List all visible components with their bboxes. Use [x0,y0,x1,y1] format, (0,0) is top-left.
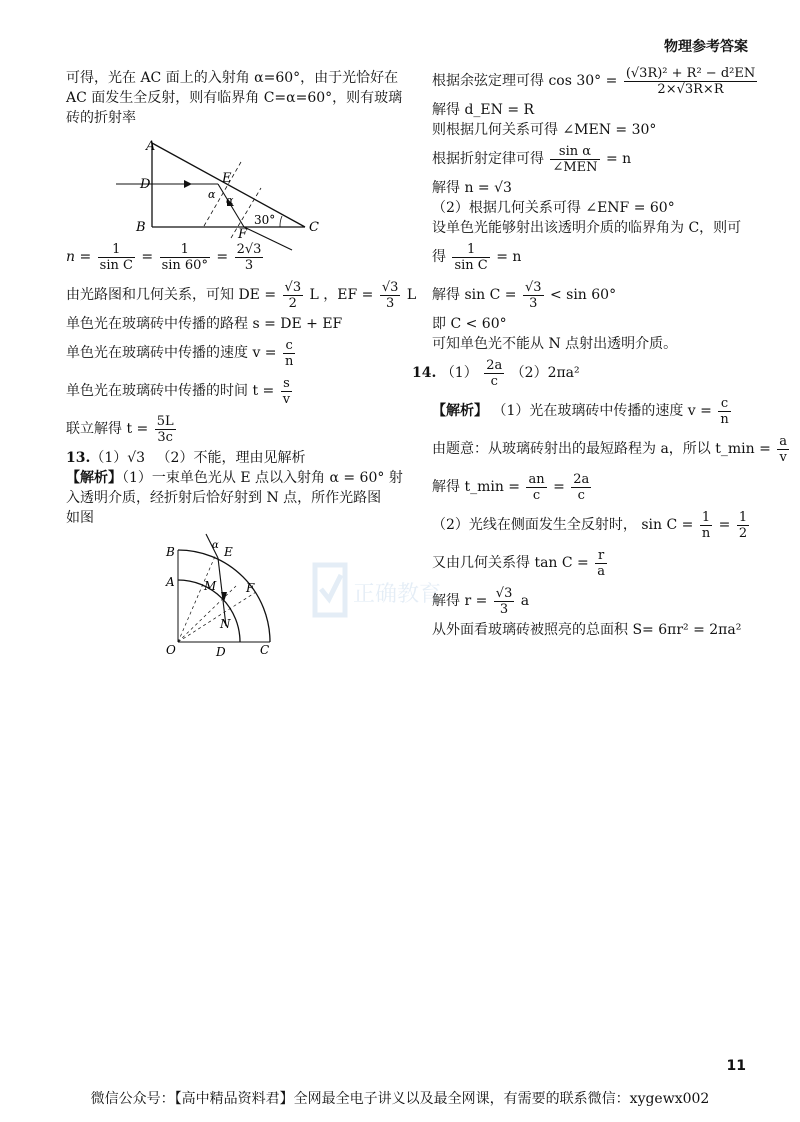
label-alpha: α [212,540,219,551]
formula-time: 单色光在玻璃砖中传播的时间 t = $\frac{s}{v}$ [66,375,291,407]
page-header-title: 物理参考答案 [664,39,748,55]
prism-ray-diagram [66,128,400,242]
text-line: AC 面发生全反射，则有临界角 C=α=60°，则有玻璃 [66,90,403,106]
formula-solve: 联立解得 t = $\frac{5L}{3c}$ [66,413,174,445]
formula-speed: 单色光在玻璃砖中传播的速度 v = $\frac{c}{n}$ [66,337,294,369]
label-E: E [222,171,232,186]
label-D: D [140,177,151,192]
formula-critical: 得 $\frac{1}{\text{sin C}}$ = n [432,241,522,273]
text-line: 砖的折射率 [66,110,136,126]
formula-tmin: 由题意：从玻璃砖射出的最短路程为 a，所以 t_min = $\frac{a}{v}$ [432,433,788,465]
label-A: A [146,139,156,154]
left-column [66,68,417,660]
text-line: 单色光在玻璃砖中传播的路程 s = DE + EF [66,316,343,332]
label-C: C [260,643,270,657]
label-O: O [166,643,176,657]
label-alpha: α [208,188,216,201]
page-number: 11 [726,1058,746,1074]
text-line: 即 C < 60° [432,316,507,332]
question-13-analysis: 【解析】（1）一束单色光从 E 点以入射角 α = 60° 射 [66,470,403,486]
footer-text: 微信公众号：【高中精品资料君】全网最全电子讲义以及最全网课，有需要的联系微信：xygewx002 [90,1091,710,1107]
label-A: A [166,575,175,589]
text-line: 则根据几何关系可得 ∠MEN = 30° [432,122,657,138]
watermark-text: 正确教育 [353,582,442,607]
text-line: 入透明介质，经折射后恰好射到 N 点，所作光路图 [66,490,382,506]
formula-r: 解得 r = $\frac{√3}{3}$ a [432,585,530,617]
text-line: 可知单色光不能从 N 点射出透明介质。 [432,336,678,352]
question-14-analysis: 【解析】 （1）光在玻璃砖中传播的速度 v = $\frac{c}{n}$ [432,395,729,427]
label-M: M [204,579,217,593]
question-14-answer: 14. （1） $\frac{2a}{c}$ （2）2πa² [412,357,580,389]
text-line: 如图 [66,510,94,526]
formula-cos: 根据余弦定理可得 cos 30° = $\frac{\text{(√3R)² + R² − d²EN}}{2\times√3R\times R}$ [432,65,756,97]
formula-tmin-solve: 解得 t_min = $\frac{an}{c}$ = $\frac{2a}{c}$ [432,471,590,503]
label-angle: 30° [254,213,276,227]
text-line: （2）根据几何关系可得 ∠ENF = 60° [432,200,675,216]
formula-sinc-2: （2）光线在侧面发生全反射时， sin C = $\frac{1}{n}$ = $\frac{1}{2}$ [432,509,748,541]
question-13-answer: 13.（1）√3 （2）不能，理由见解析 [66,450,306,466]
formula-geometry: 由光路图和几何关系，可知 DE = $\frac{√3}{2}$ L ，EF = $\frac{√3}{3}$ L [66,279,417,311]
arrow-head [184,180,192,188]
label-E: E [224,545,233,559]
label-F: F [246,581,255,595]
label-N: N [220,617,231,631]
label-C: C [309,220,319,235]
text-line: 解得 n = √3 [432,180,512,196]
right-column [412,62,788,640]
formula-sinc: 解得 sin C = $\frac{√3}{3}$ < sin 60° [432,279,617,311]
label-B: B [136,220,146,235]
label-alpha-2: α [226,194,234,207]
label-D: D [216,645,226,659]
text-line: 设单色光能够射出该透明介质的临界角为 C，则可 [432,220,742,236]
formula-snell: 根据折射定律可得 $\frac{\text{sin α}}{\text{∠MEN}}$ = n [432,143,632,175]
text-line: 可得，光在 AC 面上的入射角 α=60°，由于光恰好在 [66,70,399,86]
formula-n: n = $\frac{1}{\text{sin C}}$ = $\frac{1}{\sin 60^\circ}$ = $\frac{2√3}{3}$ [66,241,262,273]
label-F: F [238,227,248,242]
text-line: 解得 d_EN = R [432,102,535,118]
text-line: 从外面看玻璃砖被照亮的总面积 S= 6πr² = 2πa² [432,622,742,638]
quarter-ring-diagram [66,534,400,660]
label-B: B [166,545,175,559]
formula-tanc: 又由几何关系得 tan C = $\frac{r}{a}$ [432,547,606,579]
